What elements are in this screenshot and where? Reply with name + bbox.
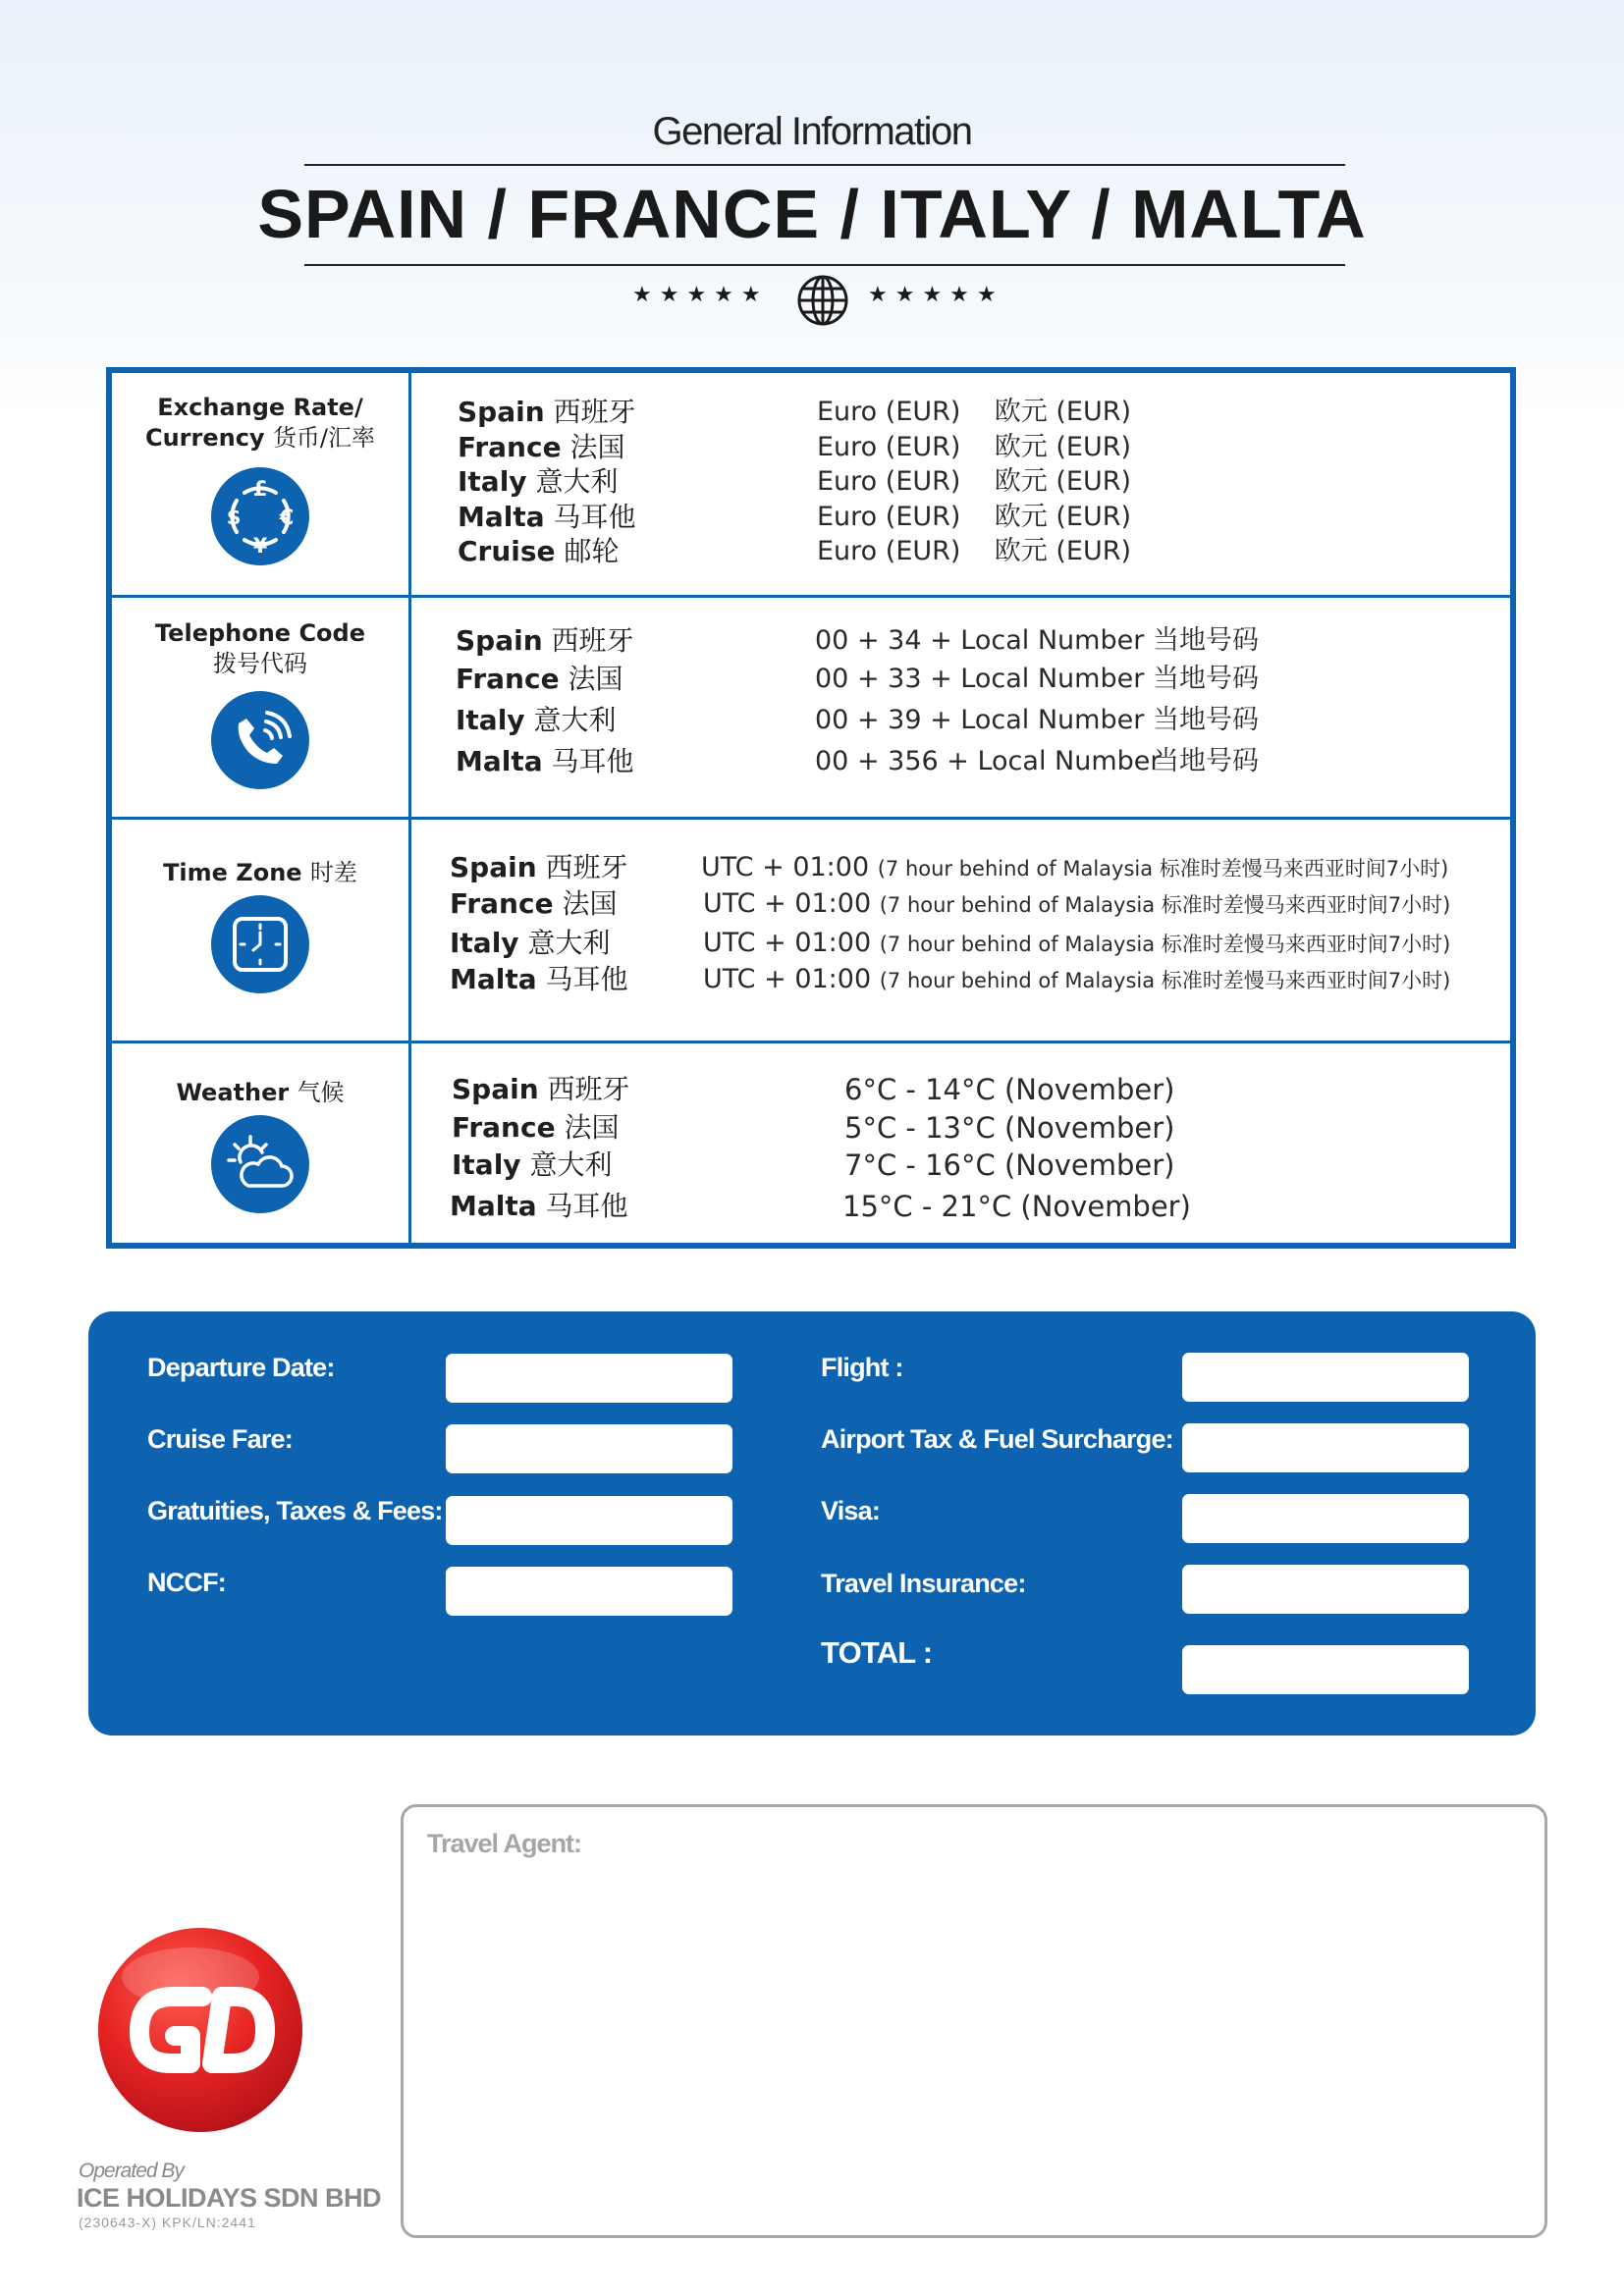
table-divider bbox=[112, 817, 1510, 820]
timezone-country-1: Spain 西班牙 bbox=[450, 851, 628, 883]
travel-insurance-field[interactable] bbox=[1182, 1565, 1469, 1614]
timezone-value-3: UTC + 01:00 (7 hour behind of Malaysia 标准时差慢马来西亚时间7小时) bbox=[703, 928, 1451, 958]
nccf-field[interactable] bbox=[446, 1567, 732, 1616]
currency-label bbox=[112, 393, 408, 454]
currency-country-4: Malta 马耳他 bbox=[458, 501, 636, 533]
stars-left: ★★★★★ bbox=[632, 283, 769, 307]
timezone-label-en: Time Zone bbox=[163, 859, 302, 886]
weather-label bbox=[112, 1078, 408, 1108]
total-field[interactable] bbox=[1182, 1645, 1469, 1694]
weather-sun-cloud-icon bbox=[211, 1115, 309, 1213]
currency-country-5: Cruise 邮轮 bbox=[458, 535, 620, 567]
weather-country-3: Italy 意大利 bbox=[452, 1148, 613, 1181]
currency-label-en-1: Exchange Rate/ bbox=[157, 394, 363, 421]
info-table bbox=[106, 367, 1516, 1249]
timezone-country-2: France 法国 bbox=[450, 887, 618, 920]
travel-agent-label: Travel Agent: bbox=[427, 1829, 582, 1858]
weather-value-3: 7°C - 16°C (November) bbox=[844, 1148, 1175, 1182]
timezone-value-2: UTC + 01:00 (7 hour behind of Malaysia 标准时差慢马来西亚时间7小时) bbox=[703, 888, 1451, 919]
weather-label-cn: 气候 bbox=[297, 1079, 345, 1106]
weather-value-1: 6°C - 14°C (November) bbox=[844, 1073, 1175, 1106]
timezone-country-3: Italy 意大利 bbox=[450, 927, 611, 959]
timezone-label bbox=[112, 858, 408, 888]
page-subtitle: General Information bbox=[652, 110, 972, 153]
weather-label-en: Weather bbox=[176, 1079, 290, 1106]
header-rule-bottom bbox=[304, 264, 1345, 266]
currency-value-2: Euro (EUR) 欧元 (EUR) bbox=[817, 432, 1132, 462]
clock-icon bbox=[211, 895, 309, 993]
weather-value-4: 15°C - 21°C (November) bbox=[842, 1190, 1191, 1223]
currency-value-3: Euro (EUR) 欧元 (EUR) bbox=[817, 466, 1132, 497]
cruise-fare-label: Cruise Fare: bbox=[147, 1424, 293, 1454]
timezone-value-1: UTC + 01:00 (7 hour behind of Malaysia 标准时差慢马来西亚时间7小时) bbox=[701, 852, 1449, 882]
flight-label: Flight : bbox=[821, 1353, 903, 1382]
telephone-country-3: Italy 意大利 bbox=[456, 704, 617, 736]
travel-agent-box[interactable] bbox=[401, 1804, 1547, 2238]
operator-license: (230643-X) KPK/LN:2441 bbox=[79, 2215, 256, 2230]
svg-text:$: $ bbox=[226, 506, 242, 529]
svg-text:£: £ bbox=[252, 477, 268, 501]
visa-field[interactable] bbox=[1182, 1494, 1469, 1543]
currency-country-2: France 法国 bbox=[458, 431, 625, 463]
weather-country-2: France 法国 bbox=[452, 1111, 620, 1144]
gratuities-label: Gratuities, Taxes & Fees: bbox=[147, 1496, 443, 1525]
telephone-label-cn: 拨号代码 bbox=[213, 650, 307, 677]
quote-panel bbox=[88, 1311, 1536, 1735]
telephone-label bbox=[112, 618, 408, 679]
svg-text:¥: ¥ bbox=[252, 534, 268, 558]
telephone-value-cn-2: 当地号码 bbox=[1153, 664, 1259, 694]
telephone-country-2: France 法国 bbox=[456, 663, 623, 695]
page-title: SPAIN / FRANCE / ITALY / MALTA bbox=[257, 176, 1367, 252]
telephone-country-4: Malta 马耳他 bbox=[456, 745, 634, 777]
travel-insurance-label: Travel Insurance: bbox=[821, 1569, 1026, 1598]
table-divider bbox=[112, 595, 1510, 598]
flight-field[interactable] bbox=[1182, 1353, 1469, 1402]
table-divider bbox=[112, 1041, 1510, 1043]
currency-value-5: Euro (EUR) 欧元 (EUR) bbox=[817, 536, 1132, 566]
telephone-value-cn-4: 当地号码 bbox=[1153, 746, 1259, 776]
currency-label-en-2: Currency bbox=[144, 424, 265, 452]
currency-country-3: Italy 意大利 bbox=[458, 465, 619, 498]
header-rule-top bbox=[304, 164, 1345, 166]
telephone-label-en: Telephone Code bbox=[155, 619, 365, 647]
cruise-fare-field[interactable] bbox=[446, 1424, 732, 1473]
weather-country-1: Spain 西班牙 bbox=[452, 1073, 630, 1105]
table-divider-vertical bbox=[408, 373, 411, 1243]
telephone-value-cn-1: 当地号码 bbox=[1153, 625, 1259, 656]
airport-tax-label: Airport Tax & Fuel Surcharge: bbox=[821, 1424, 1173, 1454]
telephone-value-2: 00 + 33 + Local Number bbox=[815, 664, 1145, 694]
telephone-value-4: 00 + 356 + Local Number bbox=[815, 746, 1162, 776]
departure-date-label: Departure Date: bbox=[147, 1353, 335, 1382]
timezone-label-cn: 时差 bbox=[309, 859, 357, 886]
weather-value-2: 5°C - 13°C (November) bbox=[844, 1111, 1175, 1145]
gd-logo bbox=[96, 1926, 304, 2138]
telephone-value-3: 00 + 39 + Local Number bbox=[815, 705, 1145, 735]
telephone-country-1: Spain 西班牙 bbox=[456, 624, 634, 657]
currency-exchange-icon bbox=[211, 467, 309, 565]
departure-date-field[interactable] bbox=[446, 1354, 732, 1403]
telephone-value-1: 00 + 34 + Local Number bbox=[815, 625, 1145, 656]
total-label: TOTAL : bbox=[821, 1635, 933, 1670]
airport-tax-field[interactable] bbox=[1182, 1423, 1469, 1472]
currency-label-cn: 货币/汇率 bbox=[272, 424, 376, 452]
nccf-label: NCCF: bbox=[147, 1568, 226, 1597]
stars-right: ★★★★★ bbox=[868, 283, 1004, 307]
timezone-value-4: UTC + 01:00 (7 hour behind of Malaysia 标准时差慢马来西亚时间7小时) bbox=[703, 964, 1451, 994]
timezone-country-4: Malta 马耳他 bbox=[450, 963, 628, 995]
currency-value-4: Euro (EUR) 欧元 (EUR) bbox=[817, 502, 1132, 532]
operated-by-label: Operated By bbox=[79, 2160, 184, 2182]
currency-country-1: Spain 西班牙 bbox=[458, 396, 636, 428]
telephone-icon bbox=[211, 691, 309, 789]
gratuities-field[interactable] bbox=[446, 1496, 732, 1545]
globe-icon bbox=[795, 273, 850, 332]
svg-text:€: € bbox=[279, 506, 295, 529]
telephone-value-cn-3: 当地号码 bbox=[1153, 705, 1259, 735]
weather-country-4: Malta 马耳他 bbox=[450, 1190, 628, 1222]
visa-label: Visa: bbox=[821, 1496, 881, 1525]
operator-name: ICE HOLIDAYS SDN BHD bbox=[77, 2183, 382, 2213]
currency-value-1: Euro (EUR) 欧元 (EUR) bbox=[817, 397, 1132, 427]
